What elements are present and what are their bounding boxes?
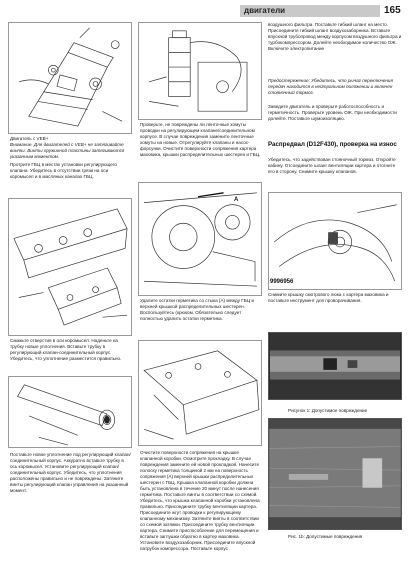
paragraph-remove-cover: Снимите крышку смотрового люка с картера маховика и поставьте инструмент для проворачивания. bbox=[268, 292, 389, 303]
page-header bbox=[0, 0, 408, 20]
figure-caption-1: Рисунок 1: Допустимое повреждение bbox=[288, 408, 368, 413]
figure-valve-cover bbox=[138, 340, 262, 446]
note-gear-lever: Предостережение: Убедитесь, что рычаг переключения передач находится в нейтральном положении и включен стояночный тормоз. bbox=[268, 78, 393, 95]
paragraph-check-ties: Проверьте, не повреждены ли ленточные хомуты проводки на регулирующем клапане/соединительном корпусе. В случае повреждения замените ленточные хомуты на новые. Отрегулируйте клапаны и насос-форсунки. Очистите поверхности сопряжения картера маховика, крышки распределительных шестерен и ГБЦ. bbox=[140, 122, 261, 157]
page-number: 165 bbox=[384, 5, 401, 16]
figure-seal-install bbox=[8, 376, 132, 448]
paragraph-new-seal: Поставьте новое уплотнение под регулирующий клапан/соединительный корпус. Аккуратно вставьте трубку в ось коромысел. Установите регулирующий клапан/соединительный корпус. Убедитесь, что уплотнения расположены правильно и не повреждены. Затяните винты регулирующий клапан управления на указанный момент. bbox=[10, 452, 131, 493]
camshaft-heading: Распредвал (D12F430), проверка на износ bbox=[268, 141, 397, 148]
figure-wire-ties bbox=[138, 22, 262, 120]
paragraph-lubricate-holes: Смажьте отверстия в оси коромысел. Наденьте на трубку новые уплотнения. Вставьте трубку в регулирующий клапан-соединительный корпус. Убедитесь, что уплотнение разместится правильно. bbox=[10, 338, 122, 361]
note-veb: Внимание. Для двигателей с VEB+ не затягивайте винты. Винты пружинной пластины затягиваются указанным моментом. bbox=[10, 142, 125, 159]
figure-flywheel-tool bbox=[268, 192, 402, 290]
figure-rocker-tube bbox=[8, 198, 132, 336]
figure-camshaft-1b bbox=[268, 418, 402, 530]
label-a: A bbox=[234, 197, 239, 203]
caption-veb: Двигатель с VEB+ bbox=[10, 136, 49, 141]
paragraph-start-engine: Заведите двигатель и проверьте работоспособность и герметичность. Проверьте уровень ОЖ. При необходимости долейте. Поставьте шумоизоляцию. bbox=[268, 104, 397, 121]
paragraph-air-filter: воздушного фильтра. Поставьте гибкий шланг на место. Присоедините гибкий шланг воздухозаборника. Вставьте впускной трубопровод между корпусом воздушного фильтра и турбокомпрессором. Долейте необходимое количество ОЖ. Включите электропитание bbox=[268, 22, 402, 51]
paragraph-remove-sealant: Удалите остатки герметика со стыка (А) между ГБЦ и верхней крышкой распределительных шестерен. Воспользуйтесь (крюком. Обязательно следует полностью удалить остатки герметика. bbox=[140, 298, 255, 321]
tool-code: 9996956 bbox=[270, 279, 294, 285]
figure-camshaft-1 bbox=[268, 332, 402, 400]
paragraph-clean-cover: Очистите поверхности сопряжения на крышке клапанной коробки. Осмотрите прокладку. В случае повреждения замените ей новой прокладкой. Нанесите полоску герметика толщиной 2 мм на поверхность сопряжения (А) верхней крышки распределительных шестерен с ГБЦ. Крышка клапанной коробки должна быть установлена в течение 20 минут после нанесения герметика. Поставьте винты в соответствии со схемой. Убедитесь, что крышка клапанной коробки установлена правильно. Присоедините трубку вентиляции картера. Присоедините жгут проводки к регулирующему клапанному механизму. Затяните винты в соответствии со схемой затяжки. Присоедините трубку вентиляции картера. Снимите приспособление для перемещения и вставьте заглушки обратно в картер маховика. Установите воздухозаборник. Присоедините впускной патрубок компрессора. Поставьте корпус bbox=[140, 450, 260, 551]
section-title: двигатели bbox=[244, 6, 286, 15]
figure-sealant-joint bbox=[138, 182, 262, 296]
figure-veb-valve bbox=[8, 22, 132, 134]
paragraph-parking-brake: Убедитесь, что задействован стояночный тормоз. Откройте кабину. Отсоедините шланг вентиляции картера и отогните его в сторону. Снимите крышку клапанов. bbox=[268, 157, 396, 174]
paragraph-clean-head: Протрите ГБЦ в местах установки регулирующего клапана. Убедитесь в отсутствии грязи на оси коромысел и в масляных каналах ГБЦ. bbox=[10, 162, 117, 179]
figure-caption-1b: Рис. 1b: Допустимые повреждения bbox=[288, 534, 363, 539]
